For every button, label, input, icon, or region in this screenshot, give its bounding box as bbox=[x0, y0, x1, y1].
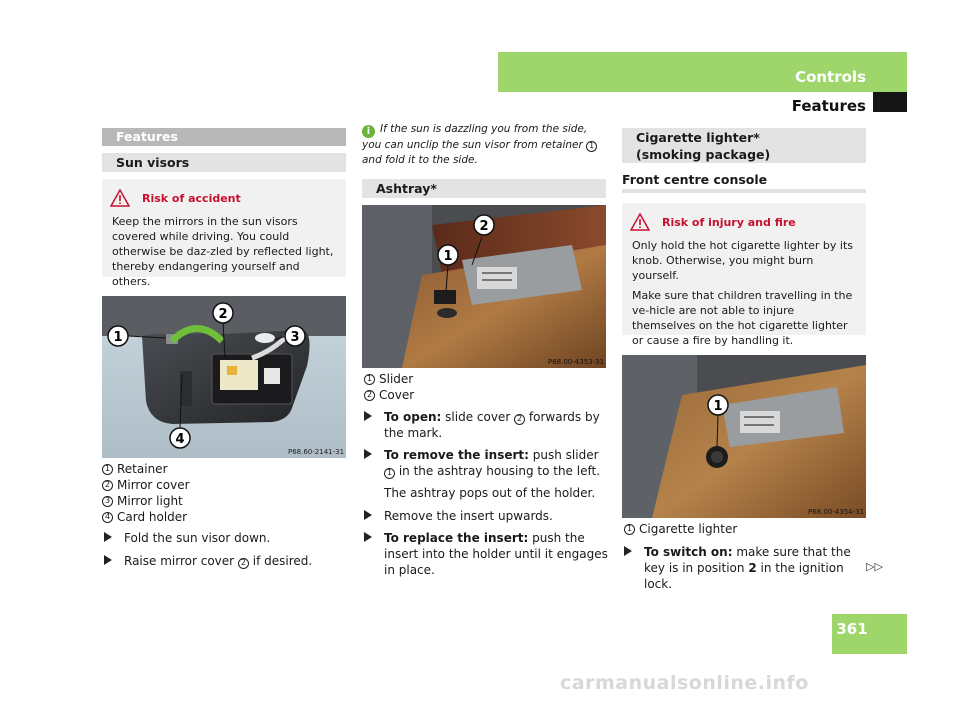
continued-icon[interactable]: ▷▷ bbox=[866, 560, 883, 573]
warning-triangle-icon bbox=[110, 189, 130, 207]
remove-result: The ashtray pops out of the holder. bbox=[384, 486, 596, 500]
bullet-arrow-icon bbox=[104, 532, 112, 542]
warning-text-2: Make sure that children travelling in the ve-hicle are not able to injure themselves on the hot cigarette lighter or cause a fire by handling it. bbox=[632, 289, 853, 347]
warning-triangle-icon bbox=[630, 213, 650, 231]
legend-item: 1 Retainer bbox=[102, 461, 346, 477]
step-remove-upwards: Remove the insert upwards. bbox=[364, 508, 608, 524]
section-title: Controls bbox=[795, 68, 866, 86]
warning-title: Risk of injury and fire bbox=[630, 213, 856, 231]
bullet-arrow-icon bbox=[104, 555, 112, 565]
heading-rule bbox=[622, 189, 866, 193]
step-open: To open: slide cover 2 forwards by the mark. bbox=[364, 409, 608, 441]
bullet-arrow-icon bbox=[364, 411, 372, 421]
bullet-arrow-icon bbox=[364, 449, 372, 459]
step-fold-visor: Fold the sun visor down. bbox=[104, 530, 346, 546]
bar-sun-visors: Sun visors bbox=[102, 153, 346, 172]
step-switch-on: To switch on: make sure that the key is in position 2 in the ignition lock. bbox=[624, 544, 868, 592]
warning-title: Risk of accident bbox=[110, 189, 336, 207]
warning-text: Keep the mirrors in the sun visors covered while driving. You could otherwise be daz-zled by reflected light, thereby endangering yourself and others. bbox=[112, 215, 334, 288]
watermark: carmanualsonline.info bbox=[560, 672, 809, 694]
bullet-arrow-icon bbox=[364, 532, 372, 542]
bullet-arrow-icon bbox=[624, 546, 632, 556]
front-centre-console-heading: Front centre console bbox=[622, 172, 768, 187]
cigarette-lighter-photo bbox=[622, 355, 866, 518]
callout-1: 1 bbox=[713, 399, 723, 414]
callout-2: 2 bbox=[479, 219, 489, 234]
callout-1: 1 bbox=[443, 249, 453, 264]
bar-features: Features bbox=[102, 128, 346, 146]
sun-visor-photo bbox=[102, 296, 346, 458]
legend-item: 2 Mirror cover bbox=[102, 477, 346, 493]
callout-4: 4 bbox=[175, 432, 185, 447]
step-remove-insert: To remove the insert: push slider 1 in the ashtray housing to the left. bbox=[364, 447, 608, 479]
ashtray-photo bbox=[362, 205, 606, 368]
photo-code: P68.60-2141-31 bbox=[288, 448, 345, 456]
legend-item: 2 Cover bbox=[364, 387, 608, 403]
photo-code: P68.00-4354-31 bbox=[808, 508, 865, 516]
callout-3: 3 bbox=[290, 330, 300, 345]
bullet-arrow-icon bbox=[364, 510, 372, 520]
photo-code: P68.00-4353-31 bbox=[548, 358, 605, 366]
legend-item: 3 Mirror light bbox=[102, 493, 346, 509]
legend-sun-visor bbox=[102, 461, 346, 525]
legend-item: 1 Cigarette lighter bbox=[624, 521, 868, 537]
callout-1: 1 bbox=[113, 330, 123, 345]
warning-text-1: Only hold the hot cigarette lighter by its knob. Otherwise, you might burn yourself. bbox=[632, 239, 854, 282]
legend-cigarette-lighter bbox=[624, 521, 868, 537]
info-note: i If the sun is dazzling you from the side, you can unclip the sun visor from retainer 1 and fold it to the side. bbox=[362, 122, 608, 168]
bar-ashtray: Ashtray* bbox=[362, 179, 606, 198]
bar-cigarette-lighter: Cigarette lighter* (smoking package) bbox=[622, 128, 866, 163]
legend-item: 1 Slider bbox=[364, 371, 608, 387]
info-icon: i bbox=[362, 125, 375, 138]
warning-box-accident bbox=[102, 179, 346, 288]
warning-box-injury bbox=[622, 203, 866, 347]
page-number: 361 bbox=[836, 620, 868, 638]
step-raise-mirror: Raise mirror cover 2 if desired. bbox=[104, 553, 346, 569]
legend-ashtray bbox=[364, 371, 608, 403]
step-replace-insert: To replace the insert: push the insert into the holder until it engages in place. bbox=[364, 530, 608, 578]
legend-item: 4 Card holder bbox=[102, 509, 346, 525]
callout-2: 2 bbox=[218, 307, 228, 322]
subsection-title: Features bbox=[791, 97, 866, 115]
header-black-tab bbox=[873, 92, 907, 112]
